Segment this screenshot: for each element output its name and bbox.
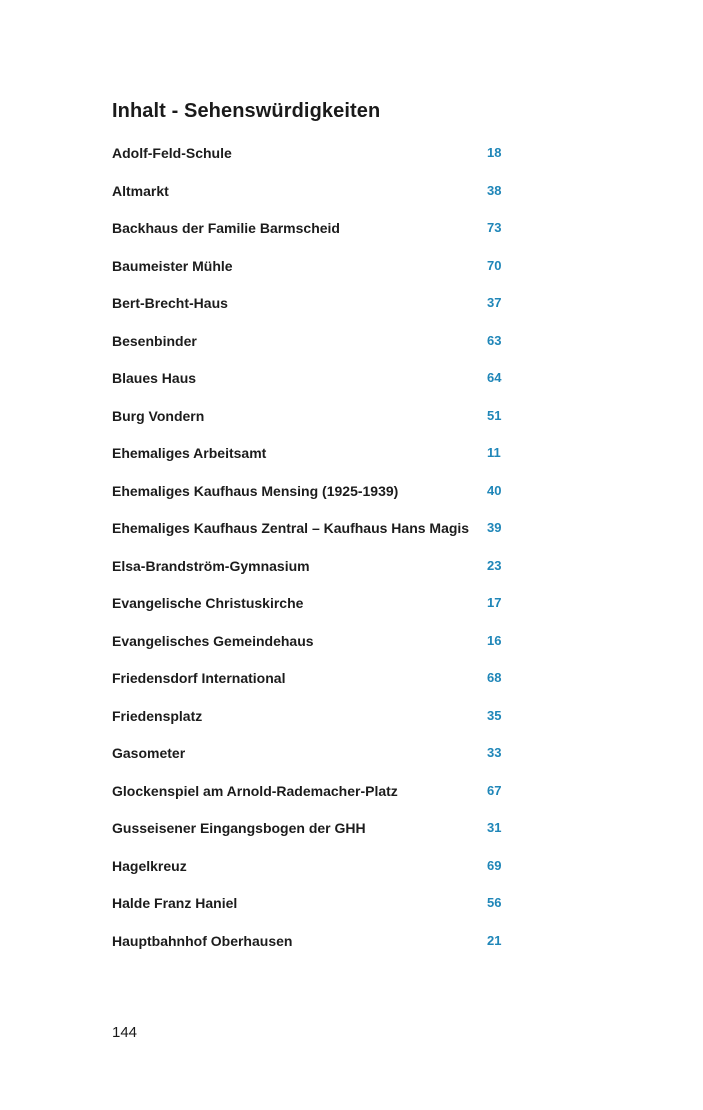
page-title: Inhalt - Sehenswürdigkeiten (112, 100, 381, 122)
toc-entry (112, 629, 504, 667)
toc-entry (112, 591, 504, 629)
toc-entry-page: 37 (487, 295, 502, 310)
toc-entry-page: 56 (487, 895, 502, 910)
toc-entry-page: 73 (487, 220, 502, 235)
toc-entry-page: 31 (487, 820, 502, 835)
toc-entry-label: Adolf-Feld-Schule (112, 145, 232, 161)
toc-entry (112, 854, 504, 892)
toc-entry-page: 11 (487, 445, 501, 460)
toc-entry (112, 741, 504, 779)
toc-entry-label: Glockenspiel am Arnold-Rademacher-Platz (112, 782, 398, 799)
toc-entry-label: Hauptbahnhof Oberhausen (112, 932, 293, 949)
toc-entry-page: 16 (487, 632, 502, 648)
toc-entry-page: 70 (487, 257, 502, 273)
toc-entry-label: Burg Vondern (112, 407, 205, 424)
toc-entry (112, 216, 504, 254)
toc-entry-label: Evangelische Christuskirche (112, 595, 304, 611)
toc-entry-page: 18 (487, 145, 502, 160)
toc-entry (112, 891, 504, 929)
toc-entry (112, 441, 504, 479)
toc-entry-label: Backhaus der Familie Barmscheid (112, 220, 340, 236)
toc-entry (112, 366, 504, 404)
toc-entry-page: 51 (487, 407, 502, 423)
toc-entry (112, 816, 504, 854)
toc-entry (112, 404, 504, 442)
toc-entry (112, 179, 504, 217)
toc-entry (112, 141, 504, 179)
toc-entry-label: Baumeister Mühle (112, 257, 233, 274)
toc-entry-page: 39 (487, 520, 502, 535)
toc-entry-page: 63 (487, 332, 502, 348)
toc-entry-label: Halde Franz Haniel (112, 895, 238, 911)
toc-entry-label: Gusseisener Eingangsbogen der GHH (112, 820, 366, 836)
toc-entry (112, 254, 504, 292)
toc-entry (112, 554, 504, 592)
toc-entry-label: Friedensdorf International (112, 670, 286, 686)
toc-entry-page: 69 (487, 857, 502, 873)
toc-entry-label: Bert-Brecht-Haus (112, 295, 228, 311)
page-number: 144 (112, 1024, 138, 1041)
toc-entry (112, 329, 504, 367)
toc-entry (112, 516, 504, 554)
toc-entry (112, 479, 504, 517)
toc-entry-label: Besenbinder (112, 332, 197, 349)
toc-entry-label: Ehemaliges Kaufhaus Zentral – Kaufhaus Hans Magis (112, 520, 470, 536)
toc-entry-page: 17 (487, 595, 502, 610)
toc-entry (112, 666, 504, 704)
toc-entry-label: Altmarkt (112, 182, 169, 199)
toc-entry-page: 21 (487, 932, 502, 948)
toc-entry-page: 67 (487, 782, 502, 798)
toc-entry-label: Friedensplatz (112, 707, 203, 724)
toc-entry-label: Evangelisches Gemeindehaus (112, 632, 314, 649)
toc-entry-page: 33 (487, 745, 502, 760)
toc-entry-page: 38 (487, 182, 502, 198)
toc-list (112, 141, 504, 966)
toc-entry-page: 35 (487, 707, 502, 723)
toc-entry (112, 779, 504, 817)
toc-entry-label: Hagelkreuz (112, 857, 187, 874)
toc-entry-page: 23 (487, 557, 502, 573)
toc-entry-label: Ehemaliges Arbeitsamt (112, 445, 267, 461)
toc-entry-label: Blaues Haus (112, 370, 197, 386)
toc-entry (112, 291, 504, 329)
toc-entry-page: 40 (487, 482, 502, 498)
toc-entry (112, 704, 504, 742)
toc-entry-label: Gasometer (112, 745, 186, 761)
toc-entry-label: Ehemaliges Kaufhaus Mensing (1925-1939) (112, 482, 399, 499)
toc-entry-page: 68 (487, 670, 502, 685)
toc-entry-label: Elsa-Brandström-Gymnasium (112, 557, 310, 574)
toc-entry (112, 929, 504, 967)
toc-entry-page: 64 (487, 370, 502, 385)
